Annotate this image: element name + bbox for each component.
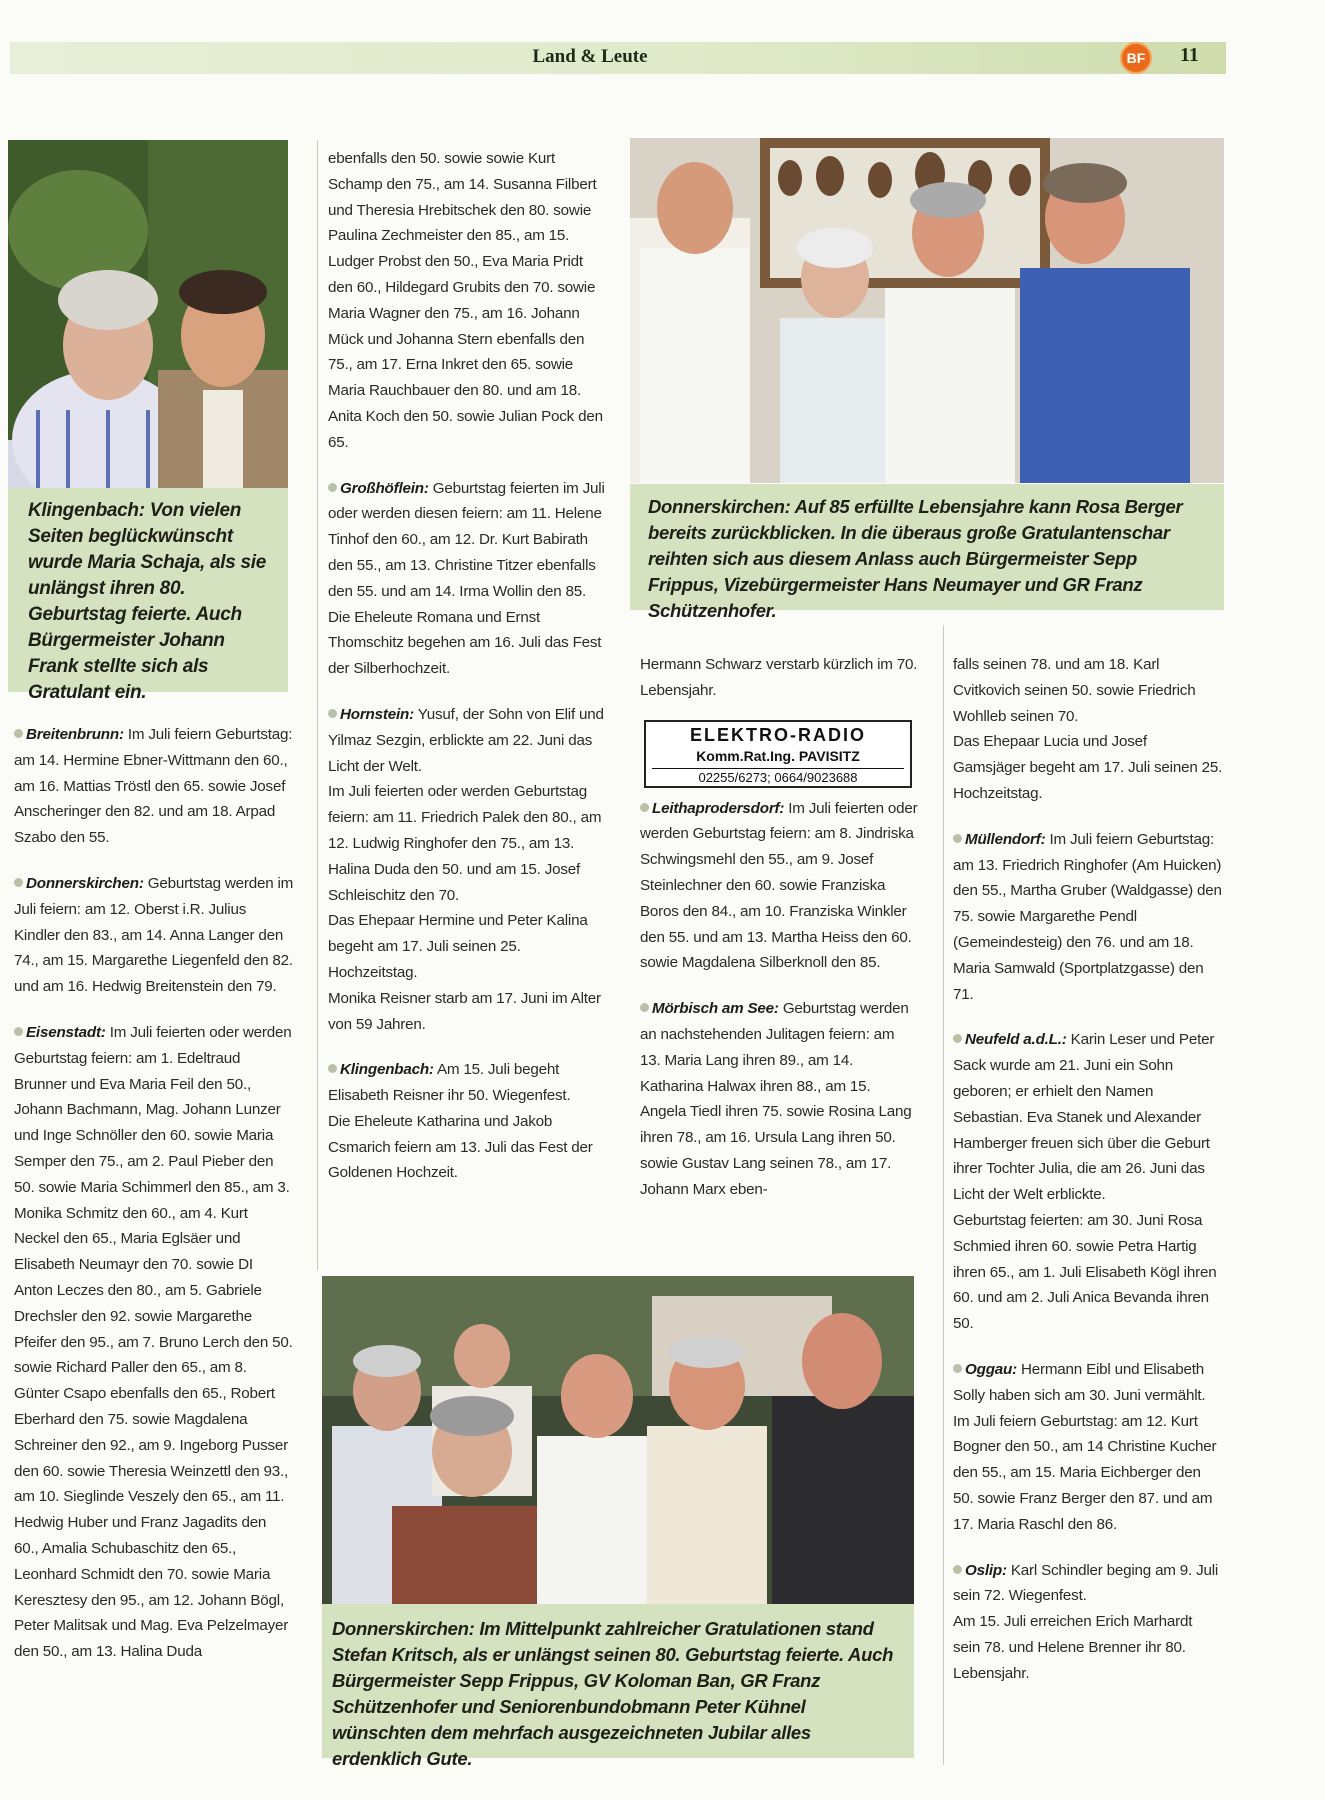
place-name: Eisenstadt: [26, 1023, 106, 1041]
breitenbrunn-paragraph [14, 722, 294, 851]
column-rule [317, 140, 318, 1270]
bullet-icon [953, 1364, 962, 1373]
column-1 [14, 722, 294, 1665]
grosshoeflein-paragraph [328, 476, 606, 605]
hornstein-paragraph-4: Monika Reisner starb am 17. Juni im Alter von 59 Jahren. [328, 989, 601, 1033]
muellendorf-paragraph [953, 827, 1223, 1008]
klingenbach-photo [8, 140, 288, 488]
bullet-icon [14, 878, 23, 887]
paragraph-text: Im Juli feiern Geburtstag: am 14. Hermine Ebner-Wittmann den 60., am 16. Mattias Tröstl den 65. sowie Josef Anscheringer den 82. und am 18. Arpad Szabo den 55. [14, 726, 293, 847]
moerbisch-paragraph [640, 996, 918, 1202]
bullet-icon [953, 1565, 962, 1574]
place-name: Klingenbach: [340, 1061, 434, 1079]
stefan-kritsch-caption: Donnerskirchen: Im Mittelpunkt zahlreicher Gratulationen stand Stefan Kritsch, als er unlängst seinen 80. Geburtstag feierte. Auch Bürgermeister Sepp Frippus, GV Koloman Ban, GR Franz Schützenhofer und Seniorenbundobmann Peter Kühnel wünschten dem mehrfach ausgezeichneten Jubilar alles erdenklich Gute. [322, 1604, 914, 1758]
ad-phone: 02255/6273; 0664/9023688 [652, 768, 904, 787]
bullet-icon [953, 834, 962, 843]
hornstein-paragraph [328, 702, 606, 779]
ad-title: ELEKTRO-RADIO [690, 725, 866, 745]
bullet-icon [953, 1034, 962, 1043]
place-name: Leithaprodersdorf: [652, 799, 785, 817]
oslip-paragraph-2: Am 15. Juli erreichen Erich Marhardt sein 78. und Helene Brenner ihr 80. Lebensjahr. [953, 1613, 1193, 1682]
continued-paragraph: ebenfalls den 50. sowie sowie Kurt Schamp den 75., am 14. Susanna Filbert und Theresia Hrebitschek den 80. sowie Paulina Zechmeister den 85., am 15. Ludger Probst den 50., Eva Maria Pridt den 60., Hildegard Grubits den 70. sowie Maria Wagner den 75., am 16. Johann Mück und Johanna Stern ebenfalls den 75., am 17. Erna Inkret den 65. sowie Maria Rauchbauer den 80. und am 18. Anita Koch den 50. sowie Julian Pock den 65. [328, 150, 603, 451]
neufeld-paragraph [953, 1027, 1223, 1208]
bullet-icon [640, 803, 649, 812]
place-name: Breitenbrunn: [26, 726, 124, 743]
place-name: Donnerskirchen: [26, 874, 144, 892]
paragraph-text: Hermann Eibl und Elisabeth Solly haben sich am 30. Juni vermählt. [953, 1360, 1206, 1404]
intro-paragraph: Hermann Schwarz verstarb kürzlich im 70. Lebensjahr. [640, 656, 918, 699]
paragraph-text: Geburtstag feierten im Juli oder werden diesen feiern: am 11. Helene Tinhof den 60., am 12. Dr. Kurt Babirath den 55., am 13. Christine Titzer ebenfalls den 55. und am 14. Irma Wollin den 85. [328, 479, 605, 600]
paragraph-text: Im Juli feierten oder werden Geburtstag feiern: am 1. Edeltraud Brunner und Eva Maria Feil den 50., Johann Bachmann, Mag. Johann Lunzer und Inge Schnöller den 60. sowie Maria Semper den 75., am 2. Paul Pieber den 50. sowie Maria Schimmerl den 85., am 3. Monika Schmitz den 60., am 4. Kurt Neckel den 65., Maria Eglsäer und Elisabeth Neumayr den 70. sowie DI Anton Leczes den 80., am 5. Gabriele Drechsler den 92. sowie Margarethe Pfeifer den 95., am 7. Bruno Lerch den 50. sowie Richard Paller den 65., am 8. Günter Csapo ebenfalls den 65., Robert Eberhard den 75. sowie Magdalena Schreiner den 92., am 9. Ingeborg Pusser den 60. sowie Theresia Weinzettl den 93., am 10. Sieglinde Veszely den 65., am 11. Hedwig Huber und Franz Jagadits den 60., Amalia Schubaschitz den 65., Leonhard Schmidt den 70. sowie Maria Keresztesy den 95., am 12. Johann Bögl, Peter Malitsak und Mag. Eva Pelzelmayer den 50., am 13. Halina Duda [14, 1023, 293, 1661]
paragraph-text: Im Juli feiern Geburtstag: am 13. Friedrich Ringhofer (Am Huicken) den 55., Martha Gruber (Waldgasse) den 75. sowie Margarethe Pendl (Gemeindesteig) den 76. und am 18. Maria Samwald (Sportplatzgasse) den 71. [953, 830, 1222, 1003]
bullet-icon [328, 1064, 337, 1073]
donnerskirchen-paragraph [14, 871, 294, 1000]
paragraph-text: Karin Leser und Peter Sack wurde am 21. Juni ein Sohn geboren; er erhielt den Namen Sebastian. Eva Stanek und Alexander Hamberger freuen sich über die Geburt ihrer Tochter Julia, die am 26. Juni das Licht der Welt erblickte. [953, 1031, 1215, 1204]
page-number: 11 [1180, 44, 1199, 66]
oggau-paragraph-2: Im Juli feiern Geburtstag: am 12. Kurt Bogner den 50., am 14 Christine Kucher den 55., am 15. Maria Eichberger den 50. sowie Franz Berger den 87. und am 17. Maria Raschl den 86. [953, 1412, 1217, 1533]
place-name: Hornstein: [340, 705, 414, 723]
elektro-radio-ad [644, 720, 912, 788]
paragraph-text: Geburtstag werden im Juli feiern: am 12. Oberst i.R. Julius Kindler den 83., am 14. Anna Langer den 74., am 15. Margarethe Liegenfeld den 82. und am 16. Hedwig Breitenstein den 79. [14, 874, 294, 996]
rosa-berger-caption: Donnerskirchen: Auf 85 erfüllte Lebensjahre kann Rosa Berger bereits zurückblicken. In die überaus große Gratulantenschar reihten sich aus diesem Anlass auch Bürgermeister Sepp Frippus, Vizebürgermeister Hans Neumayer und GR Franz Schützenhofer. [630, 484, 1224, 610]
paragraph-text: Geburtstag werden an nachstehenden Julitagen feiern: am 13. Maria Lang ihren 89., am 14. Katharina Halwax ihren 88., am 15. Angela Tiedl ihren 75. sowie Rosina Lang ihren 78., am 16. Ursula Lang ihren 50. sowie Gustav Lang seinen 78., am 17. Johann Marx eben- [640, 1000, 912, 1198]
paragraph-text: Im Juli feierten oder werden Geburtstag feiern: am 8. Jindriska Schwingsmehl den 55., am 9. Josef Steinlechner den 60. sowie Franziska Boros den 84., am 10. Franziska Winkler den 55. und am 13. Martha Heiss den 60. sowie Magdalena Silberknoll den 85. [640, 799, 918, 972]
photo-image [8, 140, 288, 488]
place-name: Neufeld a.d.L.: [965, 1031, 1067, 1049]
ad-owner: Komm.Rat.Ing. PAVISITZ [696, 748, 860, 764]
hornstein-paragraph-3: Das Ehepaar Hermine und Peter Kalina begeht am 17. Juli seinen 25. Hochzeitstag. [328, 912, 588, 981]
neufeld-paragraph-2: Geburtstag feierten: am 30. Juni Rosa Schmied ihren 60. sowie Petra Hartig ihren 65., am 1. Juli Elisabeth Kögl ihren 60. und am 2. Juli Anica Bevanda ihren 50. [953, 1211, 1217, 1333]
photo-image [322, 1276, 914, 1604]
paragraph-text: Yusuf, der Sohn von Elif und Yilmaz Sezgin, erblickte am 22. Juni das Licht der Welt. [328, 705, 604, 775]
grosshoeflein-paragraph-2: Die Eheleute Romana und Ernst Thomschitz begehen am 16. Juli das Fest der Silberhochzeit. [328, 608, 602, 678]
bullet-icon [14, 729, 23, 738]
continued-paragraph: falls seinen 78. und am 18. Karl Cvitkovich seinen 50. sowie Friedrich Wohlleb seinen 70. [953, 656, 1196, 725]
paragraph-text: Am 15. Juli begeht Elisabeth Reisner ihr 50. Wiegenfest. [328, 1061, 571, 1105]
place-name: Oggau: [965, 1360, 1017, 1378]
leithaprodersdorf-paragraph [640, 796, 918, 977]
bullet-icon [640, 1003, 649, 1012]
oggau-paragraph [953, 1357, 1223, 1409]
donnerskirchen-stefan-kritsch-photo [322, 1276, 914, 1604]
bullet-icon [14, 1027, 23, 1036]
klingenbach-paragraph [328, 1057, 606, 1109]
donnerskirchen-rosa-berger-photo [630, 138, 1224, 483]
bullet-icon [328, 709, 337, 718]
photo-image [630, 138, 1224, 483]
hornstein-paragraph-2: Im Juli feierten oder werden Geburtstag feiern: am 11. Friedrich Palek den 80., am 12. Ludwig Ringhofer den 75., am 13. Halina Duda den 50. und am 15. Josef Schleischitz den 70. [328, 783, 602, 904]
paragraph-text: Karl Schindler beging am 9. Juli sein 72. Wiegenfest. [953, 1561, 1219, 1605]
place-name: Müllendorf: [965, 830, 1046, 848]
continued-paragraph-2: Das Ehepaar Lucia und Josef Gamsjäger begeht am 17. Juli seinen 25. Hochzeitstag. [953, 733, 1223, 802]
place-name: Mörbisch am See: [652, 1000, 779, 1018]
klingenbach-caption: Klingenbach: Von vielen Seiten beglückwünscht wurde Maria Schaja, als sie unlängst ihren 80. Geburtstag feierte. Auch Bürgermeister Johann Frank stellte sich als Gratulant ein. [8, 488, 288, 692]
column-rule [943, 625, 944, 1765]
bullet-icon [328, 483, 337, 492]
column-2 [328, 146, 606, 1186]
bf-logo: BF [1120, 42, 1152, 74]
place-name: Großhöflein: [340, 479, 429, 497]
column-4 [953, 652, 1223, 1686]
section-title: Land & Leute [532, 46, 648, 67]
eisenstadt-paragraph [14, 1020, 294, 1665]
oslip-paragraph [953, 1558, 1223, 1610]
klingenbach-paragraph-2: Die Eheleute Katharina und Jakob Csmarich feiern am 13. Juli das Fest der Goldenen Hochzeit. [328, 1112, 593, 1182]
place-name: Oslip: [965, 1561, 1007, 1579]
